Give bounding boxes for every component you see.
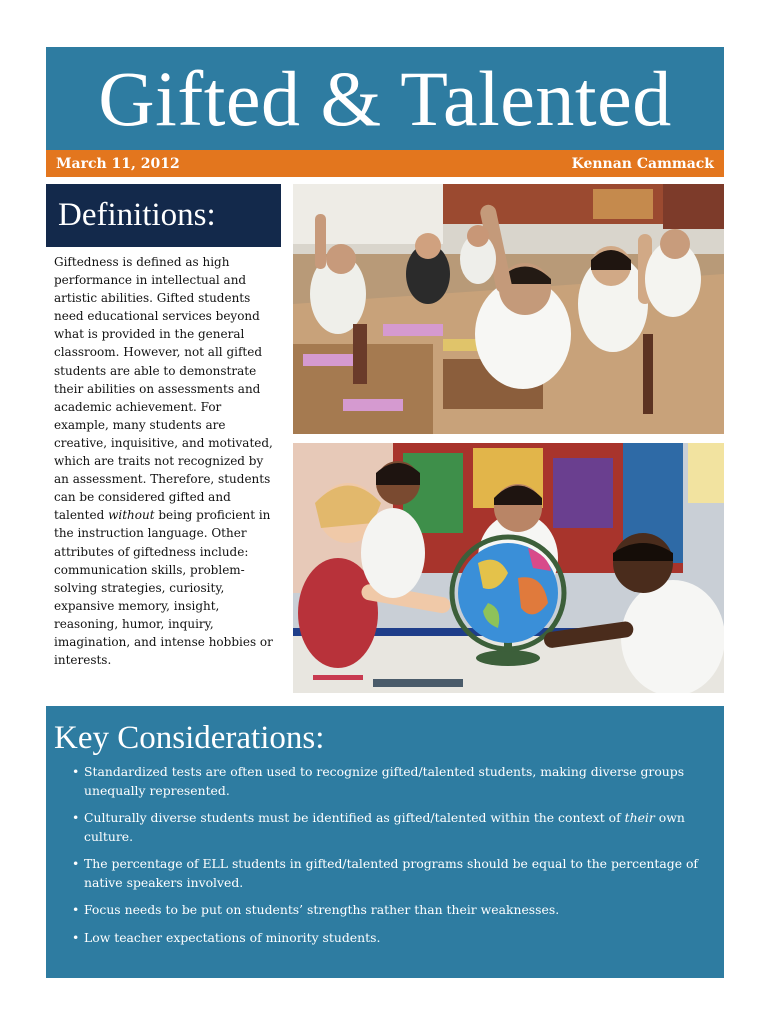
definitions-heading: Definitions:	[58, 197, 216, 233]
definitions-heading-box	[46, 184, 281, 247]
definitions-body	[54, 253, 276, 669]
list-item-text: Low teacher expectations of minority students.	[84, 929, 381, 945]
title-banner	[46, 47, 724, 150]
bullet-icon: •	[72, 902, 80, 917]
list-item	[74, 855, 714, 892]
list-item	[74, 809, 714, 846]
author-label: Kennan Cammack	[571, 155, 714, 172]
definitions-text-part1: Giftedness is defined as high performance in intellectual and artistic abilities. Gifted students need educational services beyond what is provided in the general classroom. However, not all gifted students are able to demonstrate their abilities on assessments and academic achievement. For example, many students are creative, inquisitive, and motivated, which are traits not recognized by an assessment. Therefore, students can be considered gifted and talented	[54, 255, 273, 523]
globe-photo-icon	[293, 443, 724, 693]
bullet-icon: •	[72, 764, 80, 779]
globe-photo	[293, 443, 724, 693]
bullet-icon: •	[72, 856, 80, 871]
meta-bar	[46, 150, 724, 177]
list-item-text-after: own culture.	[84, 810, 685, 844]
list-item	[74, 763, 714, 800]
list-item	[74, 929, 714, 948]
bullet-icon: •	[72, 929, 80, 945]
key-considerations-heading: Key Considerations:	[54, 720, 325, 756]
date-label: March 11, 2012	[56, 155, 180, 172]
page-title: Gifted & Talented	[98, 54, 672, 142]
bullet-icon: •	[72, 810, 80, 825]
key-considerations-list	[54, 763, 714, 947]
list-item-text: Standardized tests are often used to recognize gifted/talented students, making diverse groups unequally represented.	[84, 764, 685, 798]
list-item	[74, 901, 714, 920]
classroom-photo-icon	[293, 184, 724, 434]
definitions-emphasis: without	[108, 508, 155, 523]
list-item-text-before: Culturally diverse students must be identified as gifted/talented within the context of	[84, 810, 625, 825]
definitions-paragraph	[54, 253, 276, 669]
list-item-text: The percentage of ELL students in gifted/talented programs should be equal to the percentage of native speakers involved.	[84, 856, 699, 890]
classroom-photo	[293, 184, 724, 434]
key-considerations-box	[46, 706, 724, 978]
list-item-emphasis: their	[624, 810, 655, 825]
list-item-text: Focus needs to be put on students’ strengths rather than their weaknesses.	[84, 902, 560, 917]
definitions-text-part2: being proficient in the instruction language. Other attributes of giftedness include: communication skills, problem-solving strategies, curiosity, expansive memory, insight, reasoning, humor, inquiry, imagination, and intense hobbies or interests.	[54, 508, 273, 668]
